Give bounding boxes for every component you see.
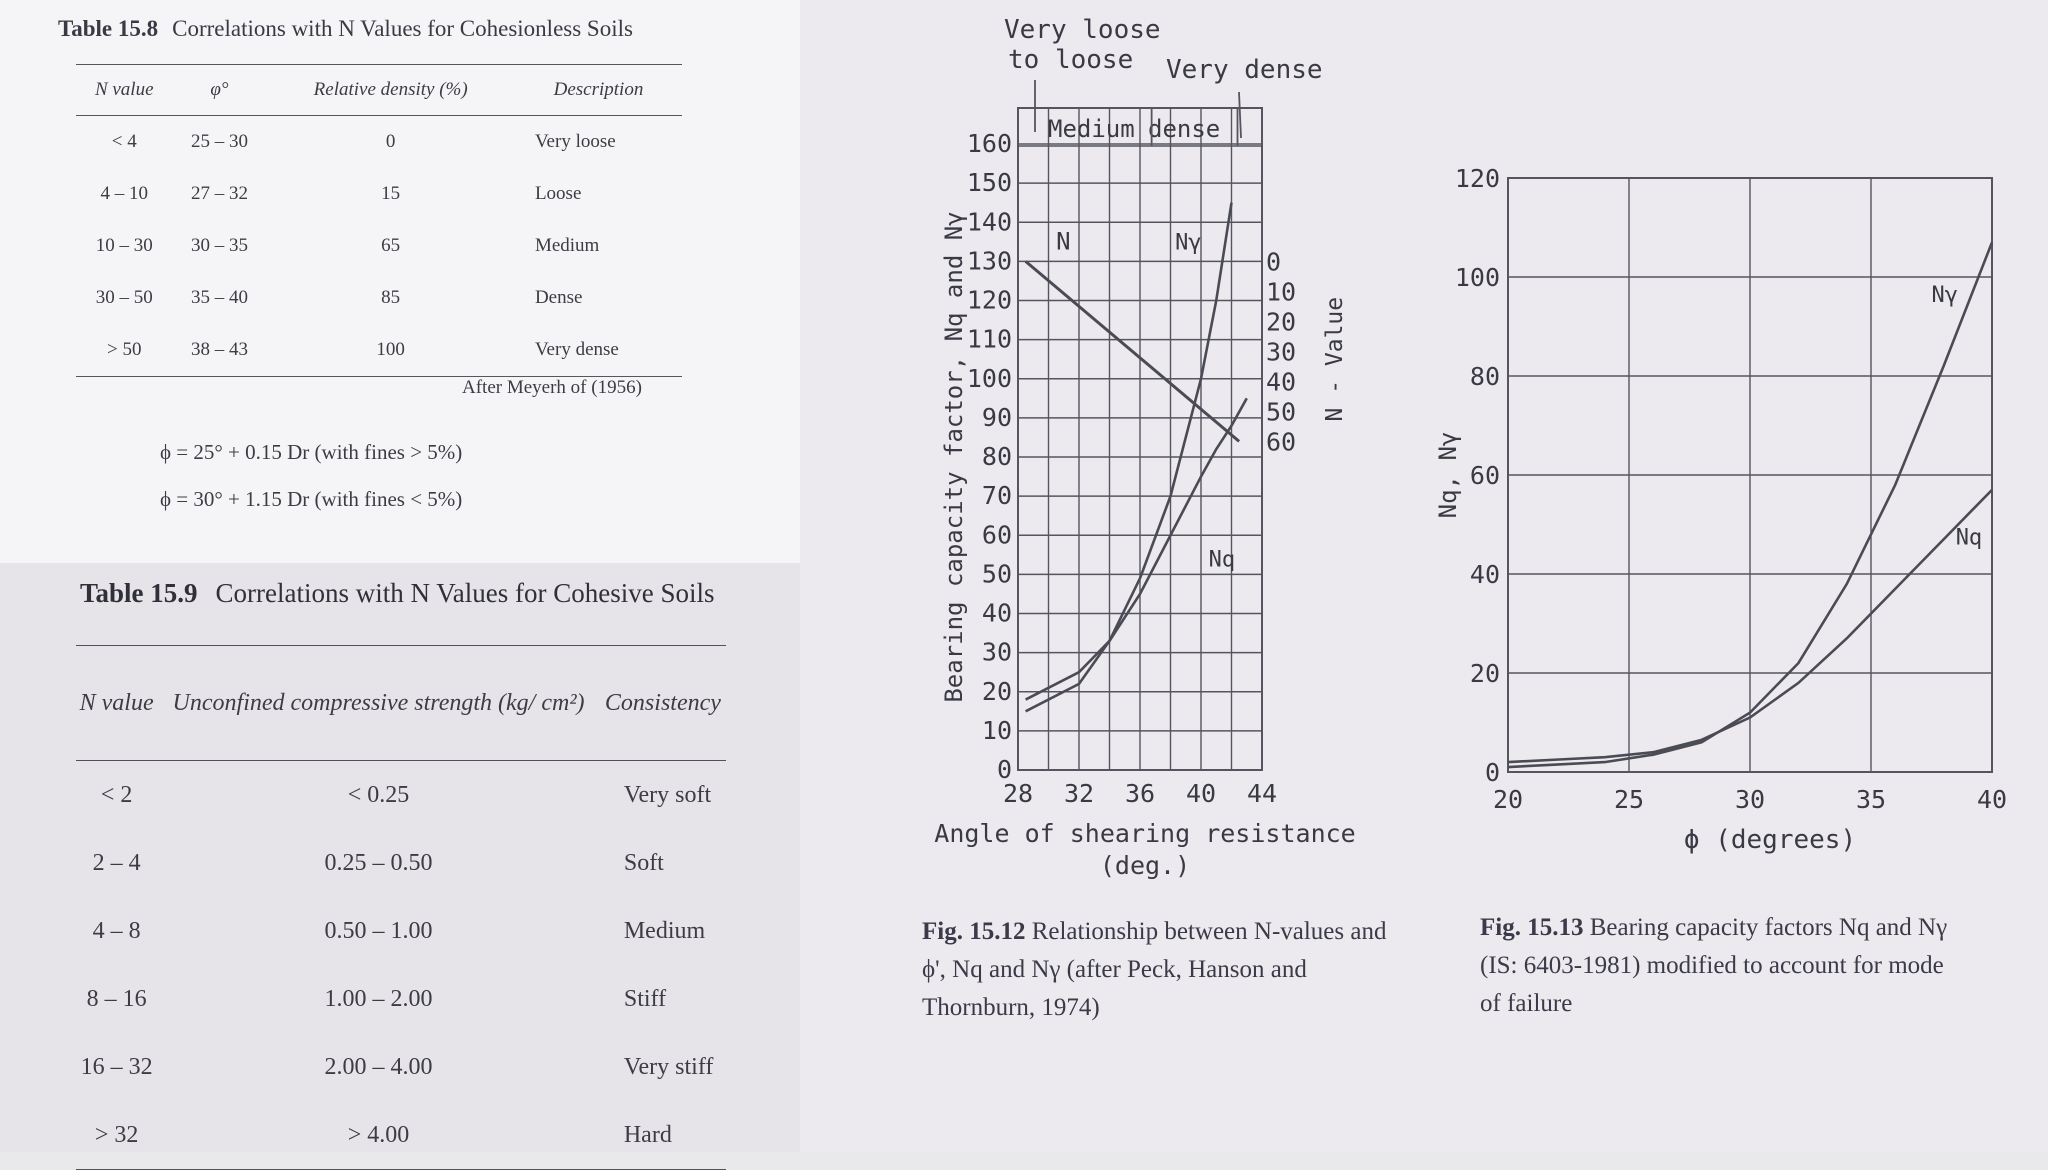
table-cell: Very loose (534, 131, 616, 152)
table-label: Table 15.8 (58, 16, 159, 41)
y2-tick-label: 60 (1266, 427, 1297, 457)
fig-15-13-caption (1480, 909, 1960, 1023)
table-title-text: Correlations with N Values for Cohesionless Soils (172, 16, 633, 41)
table-cell: 8 – 16 (86, 985, 147, 1012)
table-cell: 30 – 35 (190, 235, 248, 256)
series-label: Nγ (1931, 282, 1958, 308)
x-axis-label-unit: (deg.) (1099, 851, 1191, 880)
table-15-8 (76, 64, 682, 377)
table-cell: < 4 (111, 131, 137, 152)
table-cell: 1.00 – 2.00 (324, 985, 433, 1012)
table-cell: 100 (266, 324, 515, 377)
table-row (76, 220, 682, 272)
table-cell: Stiff (623, 985, 667, 1012)
y-tick-label: 120 (966, 285, 1012, 315)
y-axis-label: Bearing capacity factor, Nq and Nγ (940, 211, 968, 703)
y2-tick-label: 0 (1266, 247, 1282, 277)
y-tick-label: 100 (1454, 263, 1500, 292)
table-cell: 27 – 32 (190, 183, 248, 204)
table-row (76, 897, 726, 965)
equation-1: ϕ = 25° + 0.15 Dr (with fines > 5%) (160, 440, 463, 464)
table-row (76, 965, 726, 1033)
x-tick-label: 25 (1613, 785, 1645, 814)
table-cell: > 4.00 (157, 1101, 600, 1170)
table-row (76, 1101, 726, 1170)
table-cell: > 50 (76, 324, 172, 377)
table-cell: Medium (623, 917, 706, 944)
table-cell: 16 – 32 (80, 1053, 153, 1080)
region-arrow (1239, 92, 1241, 138)
table-row (76, 829, 726, 897)
caption-label: Fig. 15.12 (922, 918, 1026, 945)
region-label: Very loose (1004, 15, 1161, 45)
y-tick-label: 90 (981, 402, 1012, 432)
y2-tick-label: 30 (1266, 337, 1297, 367)
table-cell: Loose (534, 183, 582, 204)
y-tick-label: 140 (966, 207, 1012, 237)
x-axis-label: ϕ (degrees) (1683, 825, 1857, 855)
table-cell: < 2 (100, 781, 133, 808)
table-cell: 25 – 30 (190, 131, 248, 152)
y-tick-label: 60 (1469, 461, 1500, 490)
caption-label: Fig. 15.13 (1480, 914, 1584, 941)
y-tick-label: 60 (981, 520, 1012, 550)
table-cell: 38 – 43 (172, 324, 266, 377)
x-tick-label: 32 (1063, 779, 1095, 808)
table-row (76, 761, 726, 830)
table-cell: 10 – 30 (95, 235, 153, 256)
y-tick-label: 150 (966, 168, 1012, 198)
series-label: Nq (1208, 547, 1236, 573)
x-tick-label: 40 (1976, 785, 2008, 814)
table-15-9 (76, 645, 726, 1170)
column-header: N value (76, 65, 172, 116)
y-tick-label: 40 (981, 598, 1012, 628)
x-tick-label: 35 (1855, 785, 1887, 814)
table-row (76, 116, 682, 169)
y2-tick-label: 50 (1266, 397, 1297, 427)
x-axis-label: Angle of shearing resistance (934, 819, 1356, 848)
table-cell: > 32 (76, 1101, 157, 1170)
table-cell: 0.50 – 1.00 (324, 917, 433, 944)
series-label: Nq (1955, 525, 1983, 551)
table-cell: 2 – 4 (92, 849, 141, 876)
region-label: Medium (1048, 115, 1135, 143)
x-tick-label: 20 (1492, 785, 1524, 814)
table-cell: Hard (600, 1101, 726, 1170)
table-cell: 0 (385, 131, 396, 152)
column-header: φ° (172, 65, 266, 116)
y2-tick-label: 40 (1266, 367, 1297, 397)
y-tick-label: 160 (966, 129, 1012, 158)
x-tick-label: 36 (1124, 779, 1156, 808)
table-row (76, 272, 682, 324)
region-label: Very dense (1166, 55, 1323, 85)
y-tick-label: 20 (981, 676, 1012, 706)
x-tick-label: 44 (1246, 779, 1278, 808)
table-cell: 0.25 – 0.50 (324, 849, 433, 876)
table-cell: 2.00 – 4.00 (324, 1053, 433, 1080)
y-tick-label: 100 (966, 363, 1012, 393)
table-15-8-title (58, 16, 633, 42)
table-cell: Very stiff (623, 1053, 714, 1080)
y-axis-label: Nq, Nγ (1434, 431, 1462, 519)
y-tick-label: 130 (966, 246, 1012, 276)
equation-2: ϕ = 30° + 1.15 Dr (with fines < 5%) (160, 487, 463, 511)
y2-tick-label: 20 (1266, 307, 1297, 337)
table-cell: Medium (534, 235, 600, 256)
series-label: Nγ (1175, 230, 1202, 256)
table-cell: Dense (534, 287, 583, 308)
table-source: After Meyerh of (1956) (462, 377, 642, 398)
y-tick-label: 10 (981, 715, 1012, 745)
table-row (76, 168, 682, 220)
table-cell: 4 – 8 (92, 917, 141, 944)
column-header: Description (515, 65, 682, 116)
table-row (76, 1033, 726, 1101)
y-tick-label: 40 (1469, 560, 1500, 589)
chart-fig-15-13 (1420, 140, 2020, 880)
region-label: to loose (1008, 45, 1134, 75)
y2-axis-label: N - Value (1322, 296, 1348, 422)
caption-text: Relationship between N-values and ϕ', Nq and Nγ (after Peck, Hanson and Thornburn, 1974) (922, 918, 1387, 1021)
table-cell: 30 – 50 (95, 287, 153, 308)
y-tick-label: 50 (981, 559, 1012, 589)
caption-text: Bearing capacity factors Nq and Nγ (IS: 6403-1981) modified to account for mode of failure (1480, 914, 1948, 1017)
table-cell: 65 (381, 235, 401, 256)
y-tick-label: 80 (981, 442, 1012, 471)
x-tick-label: 28 (1002, 779, 1034, 808)
series-label: N (1056, 227, 1071, 256)
table-cell: Very soft (623, 781, 712, 808)
table-cell: < 0.25 (347, 781, 410, 808)
table-cell: 4 – 10 (100, 183, 148, 204)
table-cell: Soft (623, 849, 664, 876)
y-tick-label: 30 (981, 637, 1012, 667)
y-tick-label: 0 (996, 755, 1012, 784)
table-cell: 15 (381, 183, 401, 204)
chart-fig-15-12 (900, 0, 1356, 900)
fig-15-12-caption (922, 913, 1392, 1027)
y-tick-label: 120 (1454, 164, 1500, 193)
column-header: Relative density (%) (266, 65, 515, 116)
table-label: Table 15.9 (80, 578, 198, 608)
y-tick-label: 0 (1484, 758, 1500, 787)
y2-tick-label: 10 (1266, 277, 1297, 307)
table-cell: 85 (381, 287, 401, 308)
table-row (76, 324, 682, 377)
y-tick-label: 70 (981, 481, 1012, 511)
column-header: Consistency (600, 646, 726, 761)
table-title-text: Correlations with N Values for Cohesive Soils (215, 578, 715, 608)
column-header: N value (76, 646, 157, 761)
y-tick-label: 20 (1469, 659, 1500, 688)
table-15-9-title (80, 578, 715, 609)
y-tick-label: 110 (966, 324, 1012, 354)
table-cell: 35 – 40 (190, 287, 248, 308)
x-tick-label: 40 (1185, 779, 1217, 808)
x-tick-label: 30 (1734, 785, 1766, 814)
table-cell: Very dense (515, 324, 682, 377)
column-header: Unconfined compressive strength (kg/ cm²) (157, 646, 600, 761)
y-tick-label: 80 (1469, 362, 1500, 391)
region-label: dense (1148, 115, 1221, 143)
